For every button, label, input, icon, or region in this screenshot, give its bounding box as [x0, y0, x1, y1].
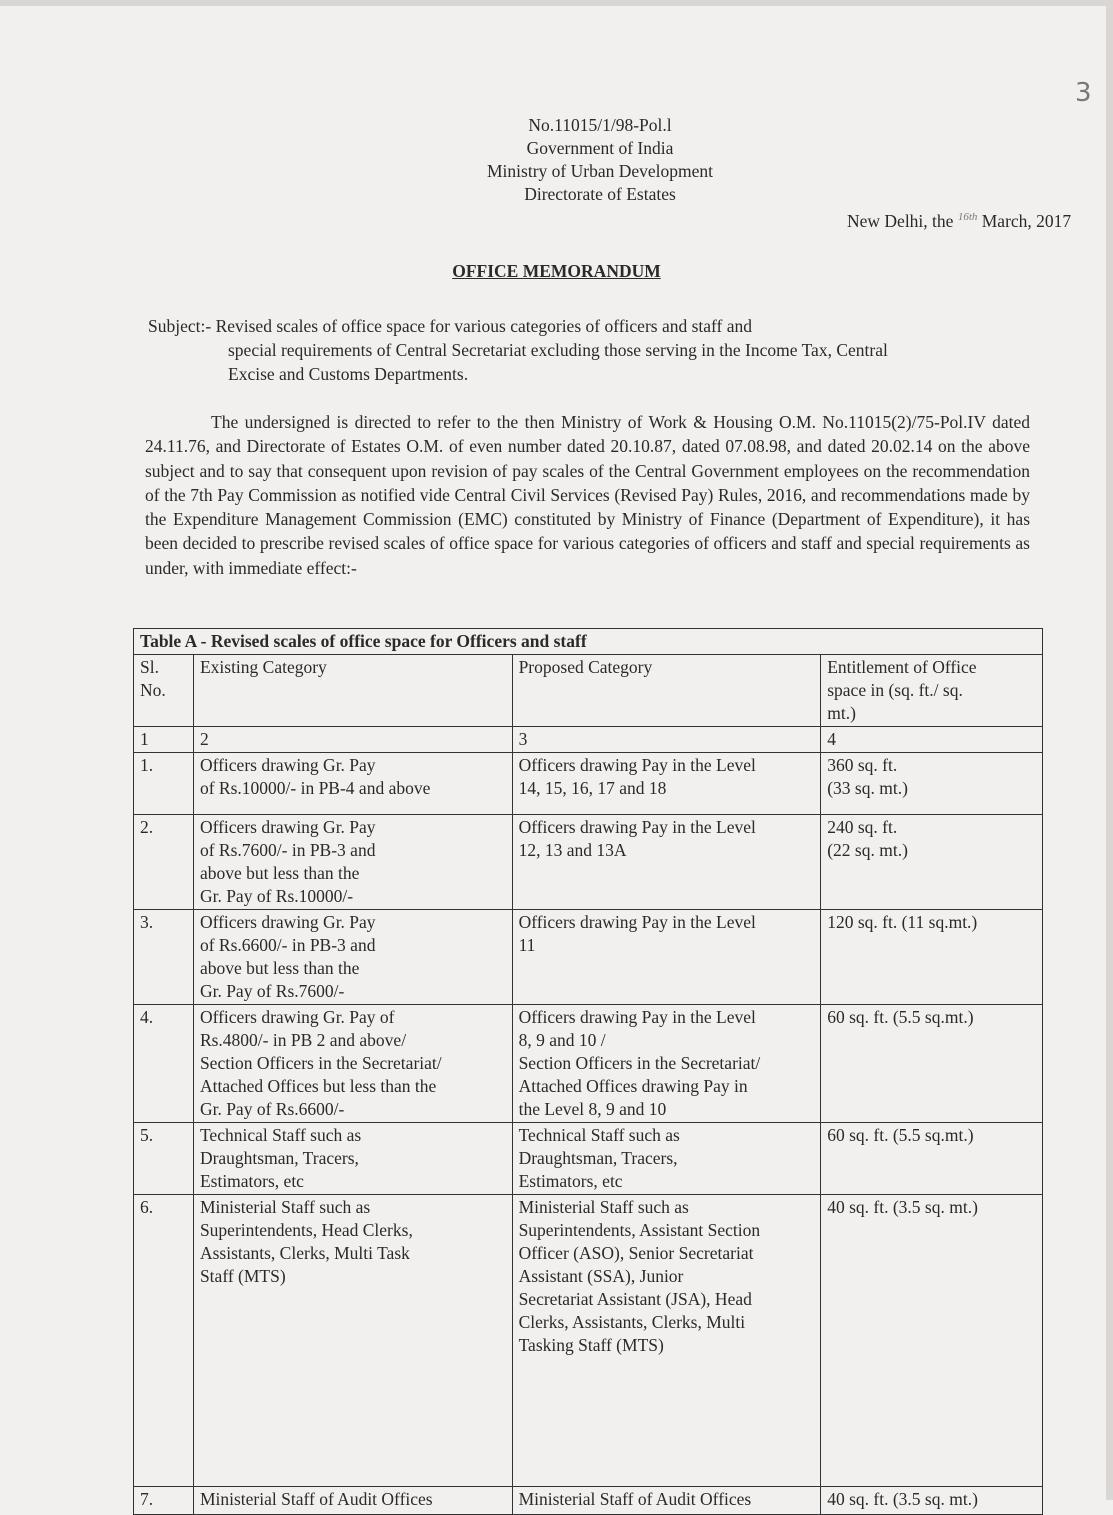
header-sl-no: Sl. No.: [134, 655, 194, 727]
cell-proposed-category: Technical Staff such as Draughtsman, Tracers, Estimators, etc: [512, 1123, 821, 1195]
cell-entitlement: 360 sq. ft. (33 sq. mt.): [821, 753, 1043, 815]
cell-sl-no: 7.: [134, 1487, 194, 1515]
office-space-table: [133, 628, 1043, 1515]
table-caption: Table A - Revised scales of office space for Officers and staff: [134, 629, 1043, 655]
cell-proposed-category: Officers drawing Pay in the Level 11: [512, 910, 821, 1005]
directorate-name: Directorate of Estates: [524, 184, 676, 204]
cell-entitlement: 40 sq. ft. (3.5 sq. mt.): [821, 1487, 1043, 1515]
cell-entitlement: 120 sq. ft. (11 sq.mt.): [821, 910, 1043, 1005]
ministry-name: Ministry of Urban Development: [487, 161, 713, 181]
table-header-row: [134, 655, 1043, 727]
cell-proposed-category: Officers drawing Pay in the Level 12, 13 and 13A: [512, 815, 821, 910]
cell-sl-no: 5.: [134, 1123, 194, 1195]
date-day-handwritten: 16th: [957, 211, 978, 224]
cell-proposed-category: Officers drawing Pay in the Level 8, 9 and 10 / Section Officers in the Secretariat/ Attached Offices drawing Pay in the Level 8, 9 and 10: [512, 1005, 821, 1123]
cell-sl-no: 4.: [134, 1005, 194, 1123]
cell-existing-category: Officers drawing Gr. Pay of Rs.4800/- in PB 2 and above/ Section Officers in the Secretariat/ Attached Offices but less than the Gr. Pay of Rs.6600/-: [193, 1005, 512, 1123]
cell-proposed-category: Ministerial Staff of Audit Offices: [512, 1487, 821, 1515]
table-row: [134, 1195, 1043, 1487]
table-row: [134, 1487, 1043, 1515]
subject-text-continued: special requirements of Central Secretariat excluding those serving in the Income Tax, Central Excise and Customs Departments.: [228, 340, 888, 384]
cell-proposed-category: Ministerial Staff such as Superintendents, Assistant Section Officer (ASO), Senior Secretariat Assistant (SSA), Junior Secretariat Assistant (JSA), Head Clerks, Assistants, Clerks, Multi Tasking Staff (MTS): [512, 1195, 821, 1487]
subject-label: Subject:-: [148, 316, 216, 336]
cell-entitlement: 240 sq. ft. (22 sq. mt.): [821, 815, 1043, 910]
header-entitlement: Entitlement of Office space in (sq. ft./ sq. mt.): [821, 655, 1043, 727]
header-proposed-category: Proposed Category: [512, 655, 821, 727]
cell-existing-category: Officers drawing Gr. Pay of Rs.10000/- in PB-4 and above: [193, 753, 512, 815]
document-title: OFFICE MEMORANDUM: [452, 261, 661, 281]
cell-entitlement: 60 sq. ft. (5.5 sq.mt.): [821, 1005, 1043, 1123]
scan-edge: [1106, 0, 1113, 1500]
cell-existing-category: Ministerial Staff of Audit Offices: [193, 1487, 512, 1515]
cell-existing-category: Officers drawing Gr. Pay of Rs.7600/- in PB-3 and above but less than the Gr. Pay of Rs.10000/-: [193, 815, 512, 910]
cell-existing-category: Technical Staff such as Draughtsman, Tracers, Estimators, etc: [193, 1123, 512, 1195]
table-caption-row: [134, 629, 1043, 655]
column-number-row: [134, 727, 1043, 753]
body-paragraph: The undersigned is directed to refer to the then Ministry of Work & Housing O.M. No.11015(2)/75-Pol.IV dated 24.11.76, and Directorate of Estates O.M. of even number dated 20.10.87, dated 07.08.98, and dated 20.02.14 on the above subject and to say that consequent upon revision of pay scales of the Central Government employees on the recommendation of the 7th Pay Commission as notified vide Central Civil Services (Revised Pay) Rules, 2016, and recommendations made by the Expenditure Management Commission (EMC) constituted by Ministry of Finance (Department of Expenditure), it has been decided to prescribe revised scales of office space for various categories of officers and staff and special requirements as under, with immediate effect:-: [145, 412, 1030, 578]
cell-sl-no: 3.: [134, 910, 194, 1005]
date-prefix: New Delhi, the: [847, 211, 958, 231]
date-suffix: March, 2017: [981, 211, 1072, 231]
cell-existing-category: Ministerial Staff such as Superintendents, Head Clerks, Assistants, Clerks, Multi Task Staff (MTS): [193, 1195, 512, 1487]
cell-sl-no: 2.: [134, 815, 194, 910]
scan-edge: [0, 0, 1113, 6]
header-existing-category: Existing Category: [193, 655, 512, 727]
column-number: 2: [193, 727, 512, 753]
subject: [148, 314, 908, 386]
table-row: [134, 910, 1043, 1005]
cell-sl-no: 1.: [134, 753, 194, 815]
cell-proposed-category: Officers drawing Pay in the Level 14, 15, 16, 17 and 18: [512, 753, 821, 815]
table-row: [134, 815, 1043, 910]
cell-entitlement: 40 sq. ft. (3.5 sq. mt.): [821, 1195, 1043, 1487]
cell-entitlement: 60 sq. ft. (5.5 sq.mt.): [821, 1123, 1043, 1195]
table-row: [134, 1005, 1043, 1123]
government-name: Government of India: [526, 138, 674, 158]
page-number-mark: 3: [1075, 78, 1092, 108]
column-number: 4: [821, 727, 1043, 753]
cell-sl-no: 6.: [134, 1195, 194, 1487]
cell-existing-category: Officers drawing Gr. Pay of Rs.6600/- in PB-3 and above but less than the Gr. Pay of Rs.7600/-: [193, 910, 512, 1005]
subject-text: Revised scales of office space for various categories of officers and staff and: [215, 316, 753, 336]
date-line: [847, 211, 1071, 232]
file-number: No.11015/1/98-Pol.l: [528, 115, 672, 135]
column-number: 1: [134, 727, 194, 753]
table-row: [134, 753, 1043, 815]
table-row: [134, 1123, 1043, 1195]
column-number: 3: [512, 727, 821, 753]
letterhead: [430, 114, 770, 206]
